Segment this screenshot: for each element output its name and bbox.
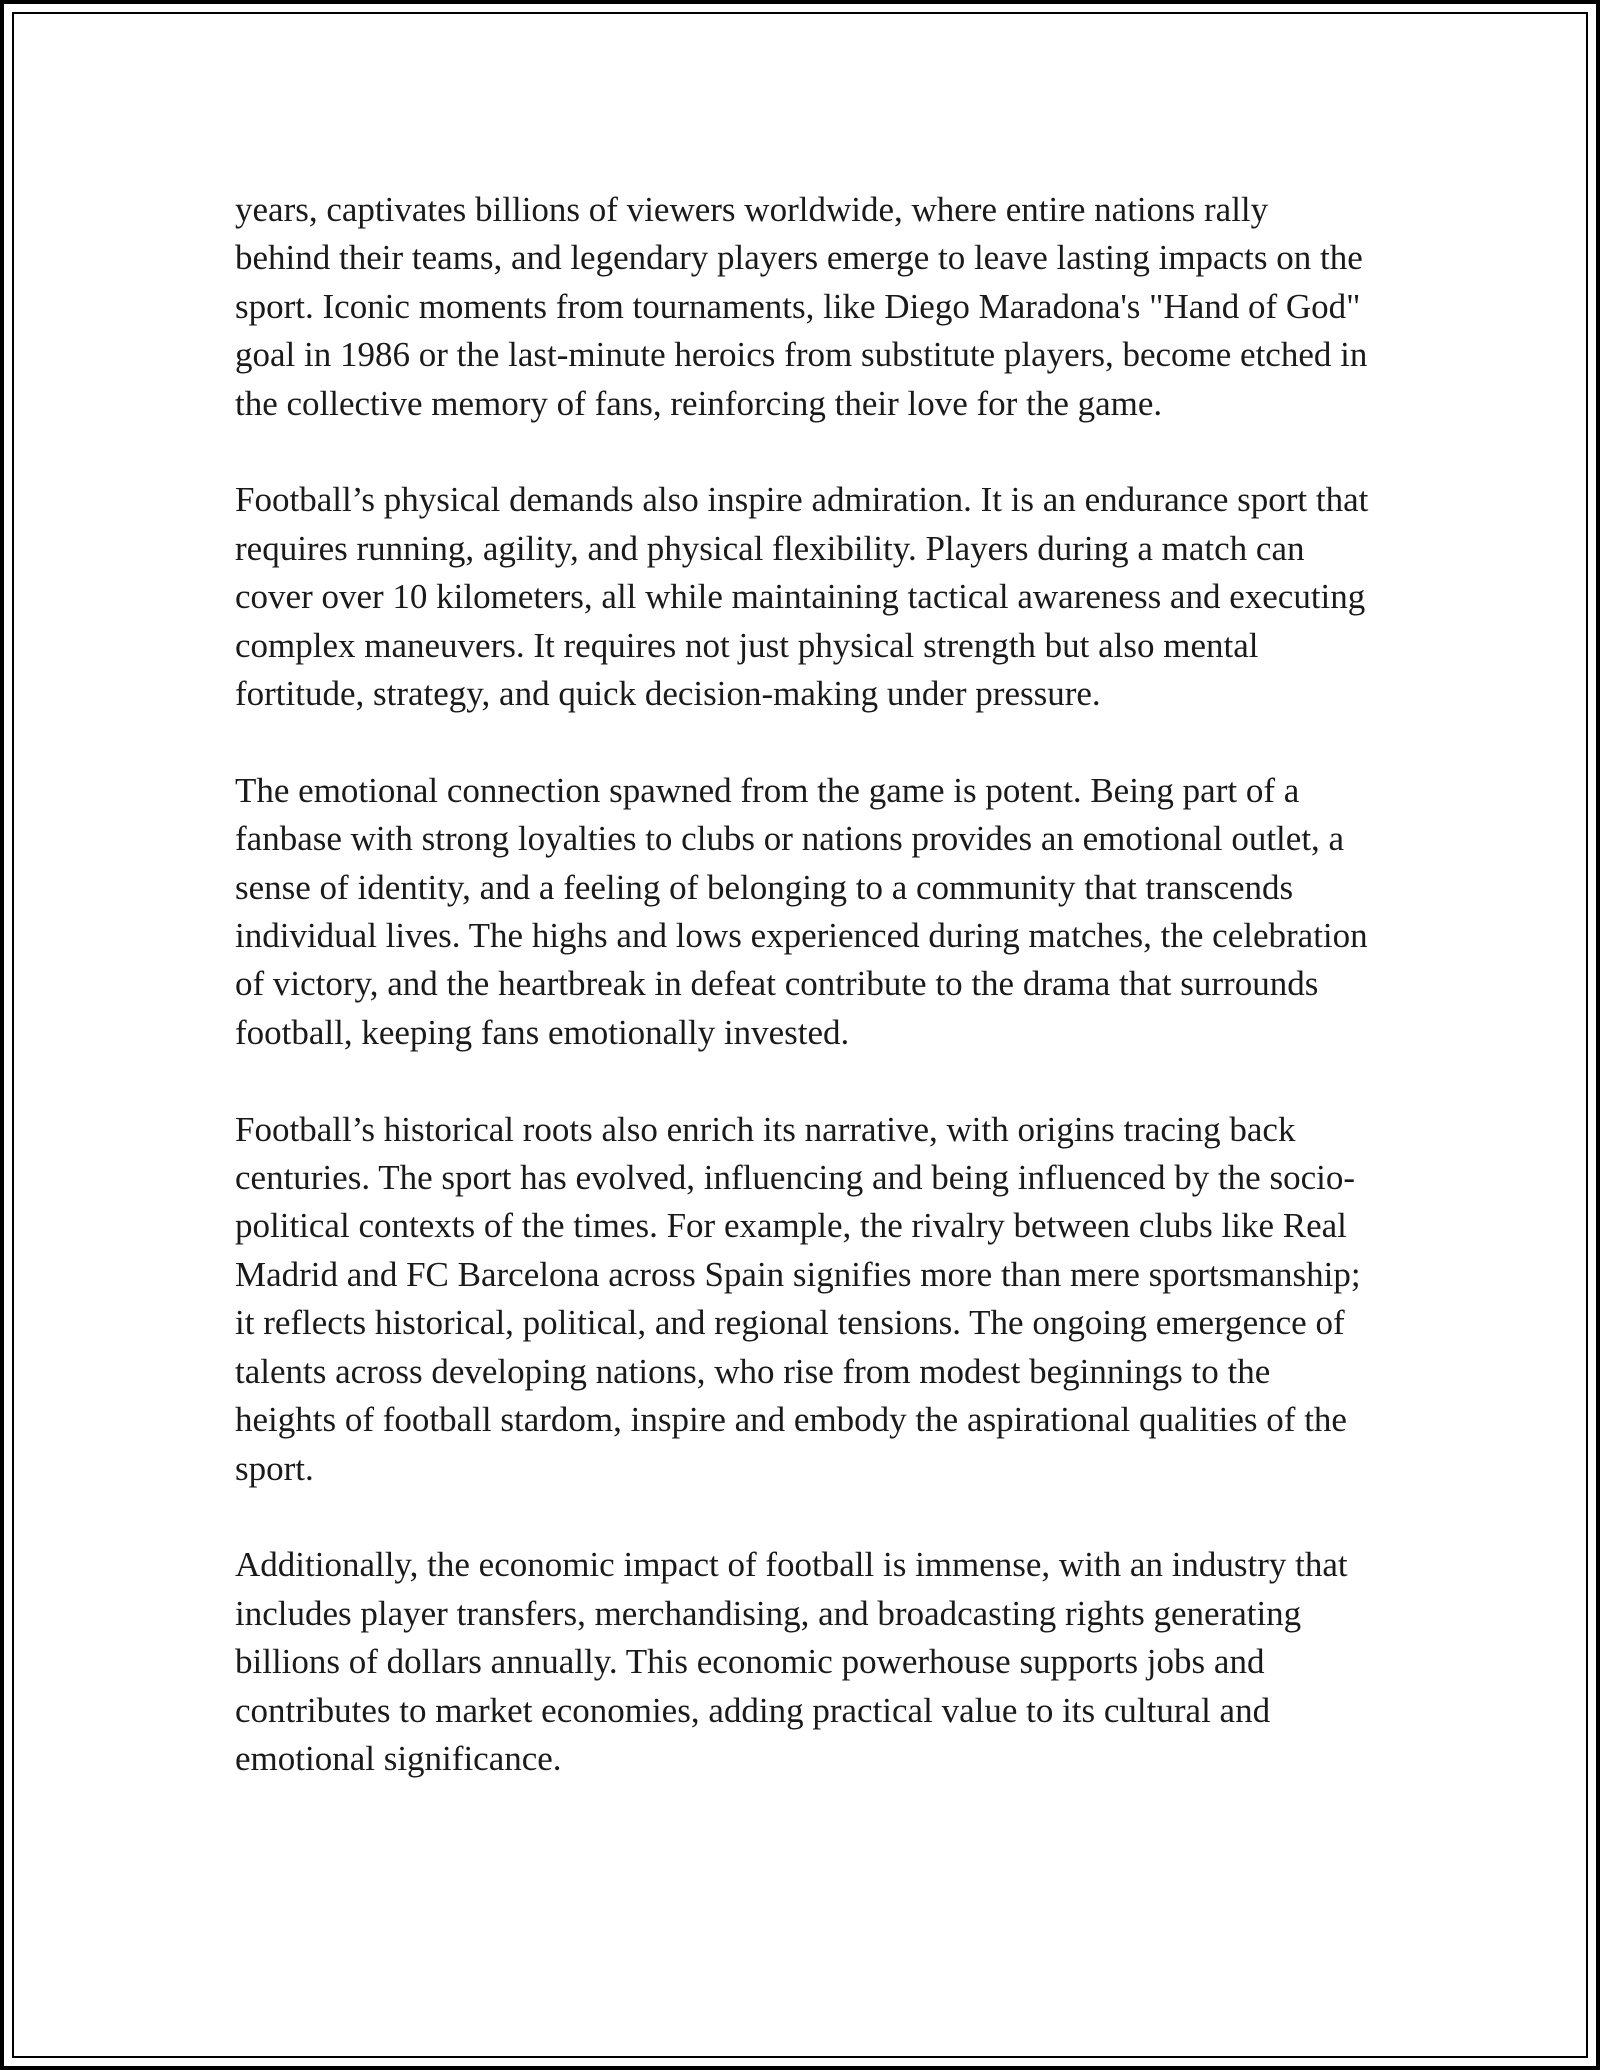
paragraph-5: Additionally, the economic impact of football is immense, with an industry that includes player transfers, merchandising, and broadcasting rights generating billions of dollars annually. This economic powerhouse supports jobs and contributes to market economies, adding practical value to its cultural and emotional significance. xyxy=(235,1545,1348,1778)
paragraph-3: The emotional connection spawned from the game is potent. Being part of a fanbase with strong loyalties to clubs or nations provides an emotional outlet, a sense of identity, and a feeling of belonging to a community that transcends individual lives. The highs and lows experienced during matches, the celebration of victory, and the heartbreak in defeat contribute to the drama that surrounds football, keeping fans emotionally invested. xyxy=(235,770,1368,1052)
paragraph-2: Football’s physical demands also inspire admiration. It is an endurance sport that requires running, agility, and physical flexibility. Players during a match can cover over 10 kilometers, all while maintaining tactical awareness and executing complex maneuvers. It requires not just physical strength but also mental fortitude, strategy, and quick decision-making under pressure. xyxy=(235,480,1369,714)
document-body xyxy=(235,186,1370,1832)
paragraph-4: Football’s historical roots also enrich its narrative, with origins tracing back centuries. The sport has evolved, influencing and being influenced by the socio-political contexts of the times. For example, the rivalry between clubs like Real Madrid and FC Barcelona across Spain signifies more than mere sportsmanship; it reflects historical, political, and regional tensions. The ongoing emergence of talents across developing nations, who rise from modest beginnings to the heights of football stardom, inspire and embody the aspirational qualities of the sport. xyxy=(235,1109,1361,1488)
paragraph-1: years, captivates billions of viewers worldwide, where entire nations rally behind their teams, and legendary players emerge to leave lasting impacts on the sport. Iconic moments from tournaments, like Diego Maradona's "Hand of God" goal in 1986 or the last-minute heroics from substitute players, become etched in the collective memory of fans, reinforcing their love for the game. xyxy=(235,190,1368,423)
